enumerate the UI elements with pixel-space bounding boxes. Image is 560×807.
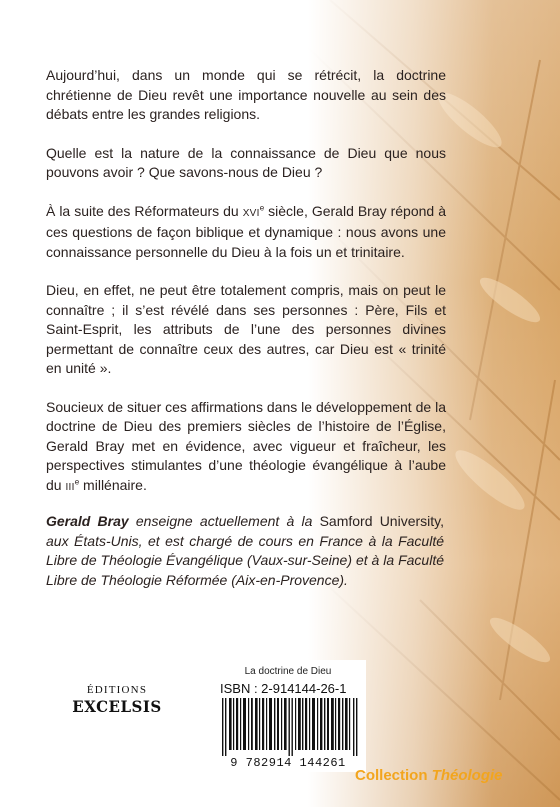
collection-prefix: Collection bbox=[355, 767, 432, 784]
blurb-paragraph-2: Quelle est la nature de la connaissance de Dieu que nous pouvons avoir ? Que savons-nous de Dieu ? bbox=[46, 144, 446, 180]
blurb bbox=[46, 66, 446, 516]
millennium-numeral: III bbox=[65, 481, 75, 493]
collection-name: Théologie bbox=[431, 767, 503, 784]
century-superscript: e bbox=[259, 202, 265, 212]
millennium-superscript: e bbox=[74, 476, 80, 486]
author-bio-part-2: aux États-Unis, et est chargé de cours en France à la Faculté Libre de Théologie Évangélique (Vaux-sur-Seine) et à la Faculté Libre de Théologie Réformée (Aix-en-Provence). bbox=[46, 532, 444, 588]
blurb-paragraph-5 bbox=[46, 398, 446, 498]
barcode-panel bbox=[210, 660, 366, 772]
collection-label bbox=[355, 767, 555, 784]
blurb-p5-start: Soucieux de situer ces affirmations dans le développement de la doctrine de Dieu des premiers siècles de l’histoire de l’Église, Gerald Bray met en évidence, avec vigueur et fraîcheur, les perspectives stimulantes d’une théologie évangélique à l’aube du bbox=[46, 398, 446, 493]
blurb-paragraph-3 bbox=[46, 202, 446, 263]
publisher-editions-label: ÉDITIONS bbox=[86, 684, 148, 696]
blurb-paragraph-1: Aujourd’hui, dans un monde qui se rétrécit, la doctrine chrétienne de Dieu revêt une importance nouvelle au sein des débats entre les grandes religions. bbox=[46, 67, 446, 122]
publisher-logo bbox=[67, 684, 167, 716]
author-bio-part-1: enseigne actuellement à la bbox=[128, 513, 320, 529]
barcode-book-title: La doctrine de Dieu bbox=[244, 666, 332, 677]
isbn-label: ISBN : 2-914144-26-1 bbox=[220, 681, 347, 696]
blurb-paragraph-4: Dieu, en effet, ne peut être totalement compris, mais on peut le connaître ; il s’est révélé dans ses personnes : Père, Fils et Saint-Esprit, les attributs de l’une des personnes divines permettant de connaître ceux des autres, car Dieu est « trinité en unité ». bbox=[46, 282, 446, 376]
publisher-name: EXCELSIS bbox=[72, 697, 162, 717]
author-name: Gerald Bray bbox=[46, 513, 129, 529]
author-bio bbox=[46, 512, 444, 590]
barcode-digits: 9 782914 144261 bbox=[230, 756, 346, 770]
blurb-p5-end: millénaire. bbox=[79, 476, 147, 493]
blurb-p3-end: siècle, Gerald Bray répond à ces questions de façon biblique et dynamique : nous avons une connaissance personnelle du Dieu à la fois un et trinitaire. bbox=[46, 202, 446, 260]
barcode-icon bbox=[220, 698, 360, 756]
blurb-p3-start: À la suite des Réformateurs du bbox=[46, 202, 243, 219]
century-numeral: XVI bbox=[242, 207, 260, 219]
author-university: Samford University, bbox=[319, 513, 444, 529]
